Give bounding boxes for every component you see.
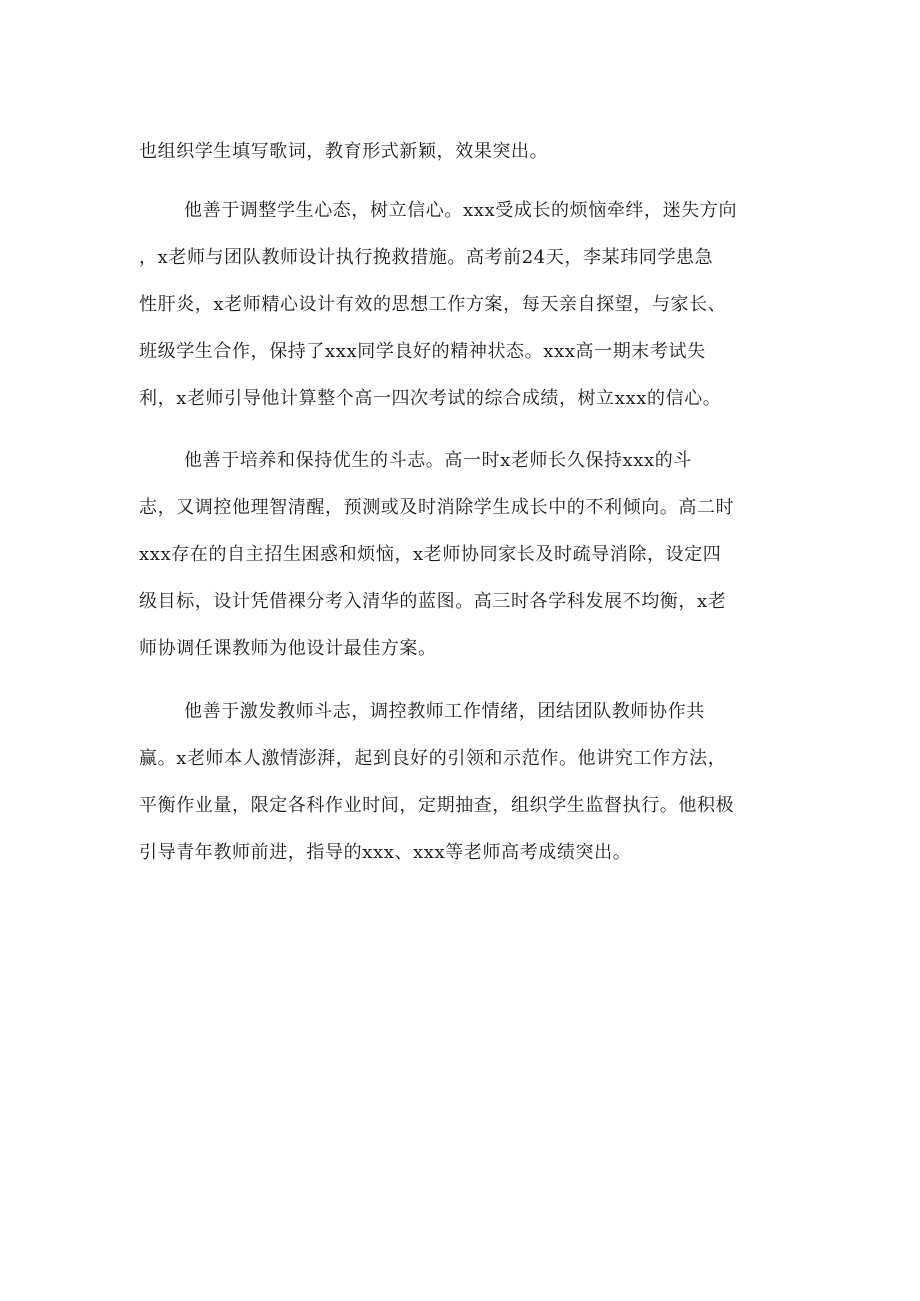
paragraph-4-line-2: 赢。x老师本人激情澎湃，起到良好的引领和示范作。他讲究工作方法， [139, 748, 727, 769]
paragraph-4-line-1: 他善于激发教师斗志，调控教师工作情绪，团结团队教师协作共 [184, 701, 705, 722]
paragraph-3-line-2: 志，又调控他理智清醒，预测或及时消除学生成长中的不利倾向。高二时 [139, 497, 735, 518]
paragraph-1-line-1: 也组织学生填写歌词，教育形式新颖，效果突出。 [139, 141, 549, 162]
paragraph-3-line-5: 师协调任课教师为他设计最佳方案。 [139, 638, 437, 659]
paragraph-2-line-3: 性肝炎，x老师精心设计有效的思想工作方案，每天亲自探望，与家长、 [139, 294, 727, 315]
paragraph-2-line-2: ，x老师与团队教师设计执行挽救措施。高考前24天，李某玮同学患急 [139, 247, 714, 268]
paragraph-2-line-1: 他善于调整学生心态，树立信心。xxx受成长的烦恼牵绊，迷失方向 [184, 200, 738, 221]
paragraph-4-line-4: 引导青年教师前进，指导的xxx、xxx等老师高考成绩突出。 [139, 842, 632, 863]
paragraph-4-line-3: 平衡作业量，限定各科作业时间，定期抽查，组织学生监督执行。他积极 [139, 795, 735, 816]
paragraph-2-line-4: 班级学生合作，保持了xxx同学良好的精神状态。xxx高一期末考试失 [139, 341, 706, 362]
paragraph-3-line-4: 级目标，设计凭借裸分考入清华的蓝图。高三时各学科发展不均衡，x老 [139, 591, 727, 612]
paragraph-3-line-3: xxx存在的自主招生困惑和烦恼，x老师协同家长及时疏导消除，设定四 [139, 544, 722, 565]
paragraph-2-line-5: 利，x老师引导他计算整个高一四次考试的综合成绩，树立xxx的信心。 [139, 388, 722, 409]
paragraph-3-line-1: 他善于培养和保持优生的斗志。高一时x老师长久保持xxx的斗 [184, 450, 693, 471]
